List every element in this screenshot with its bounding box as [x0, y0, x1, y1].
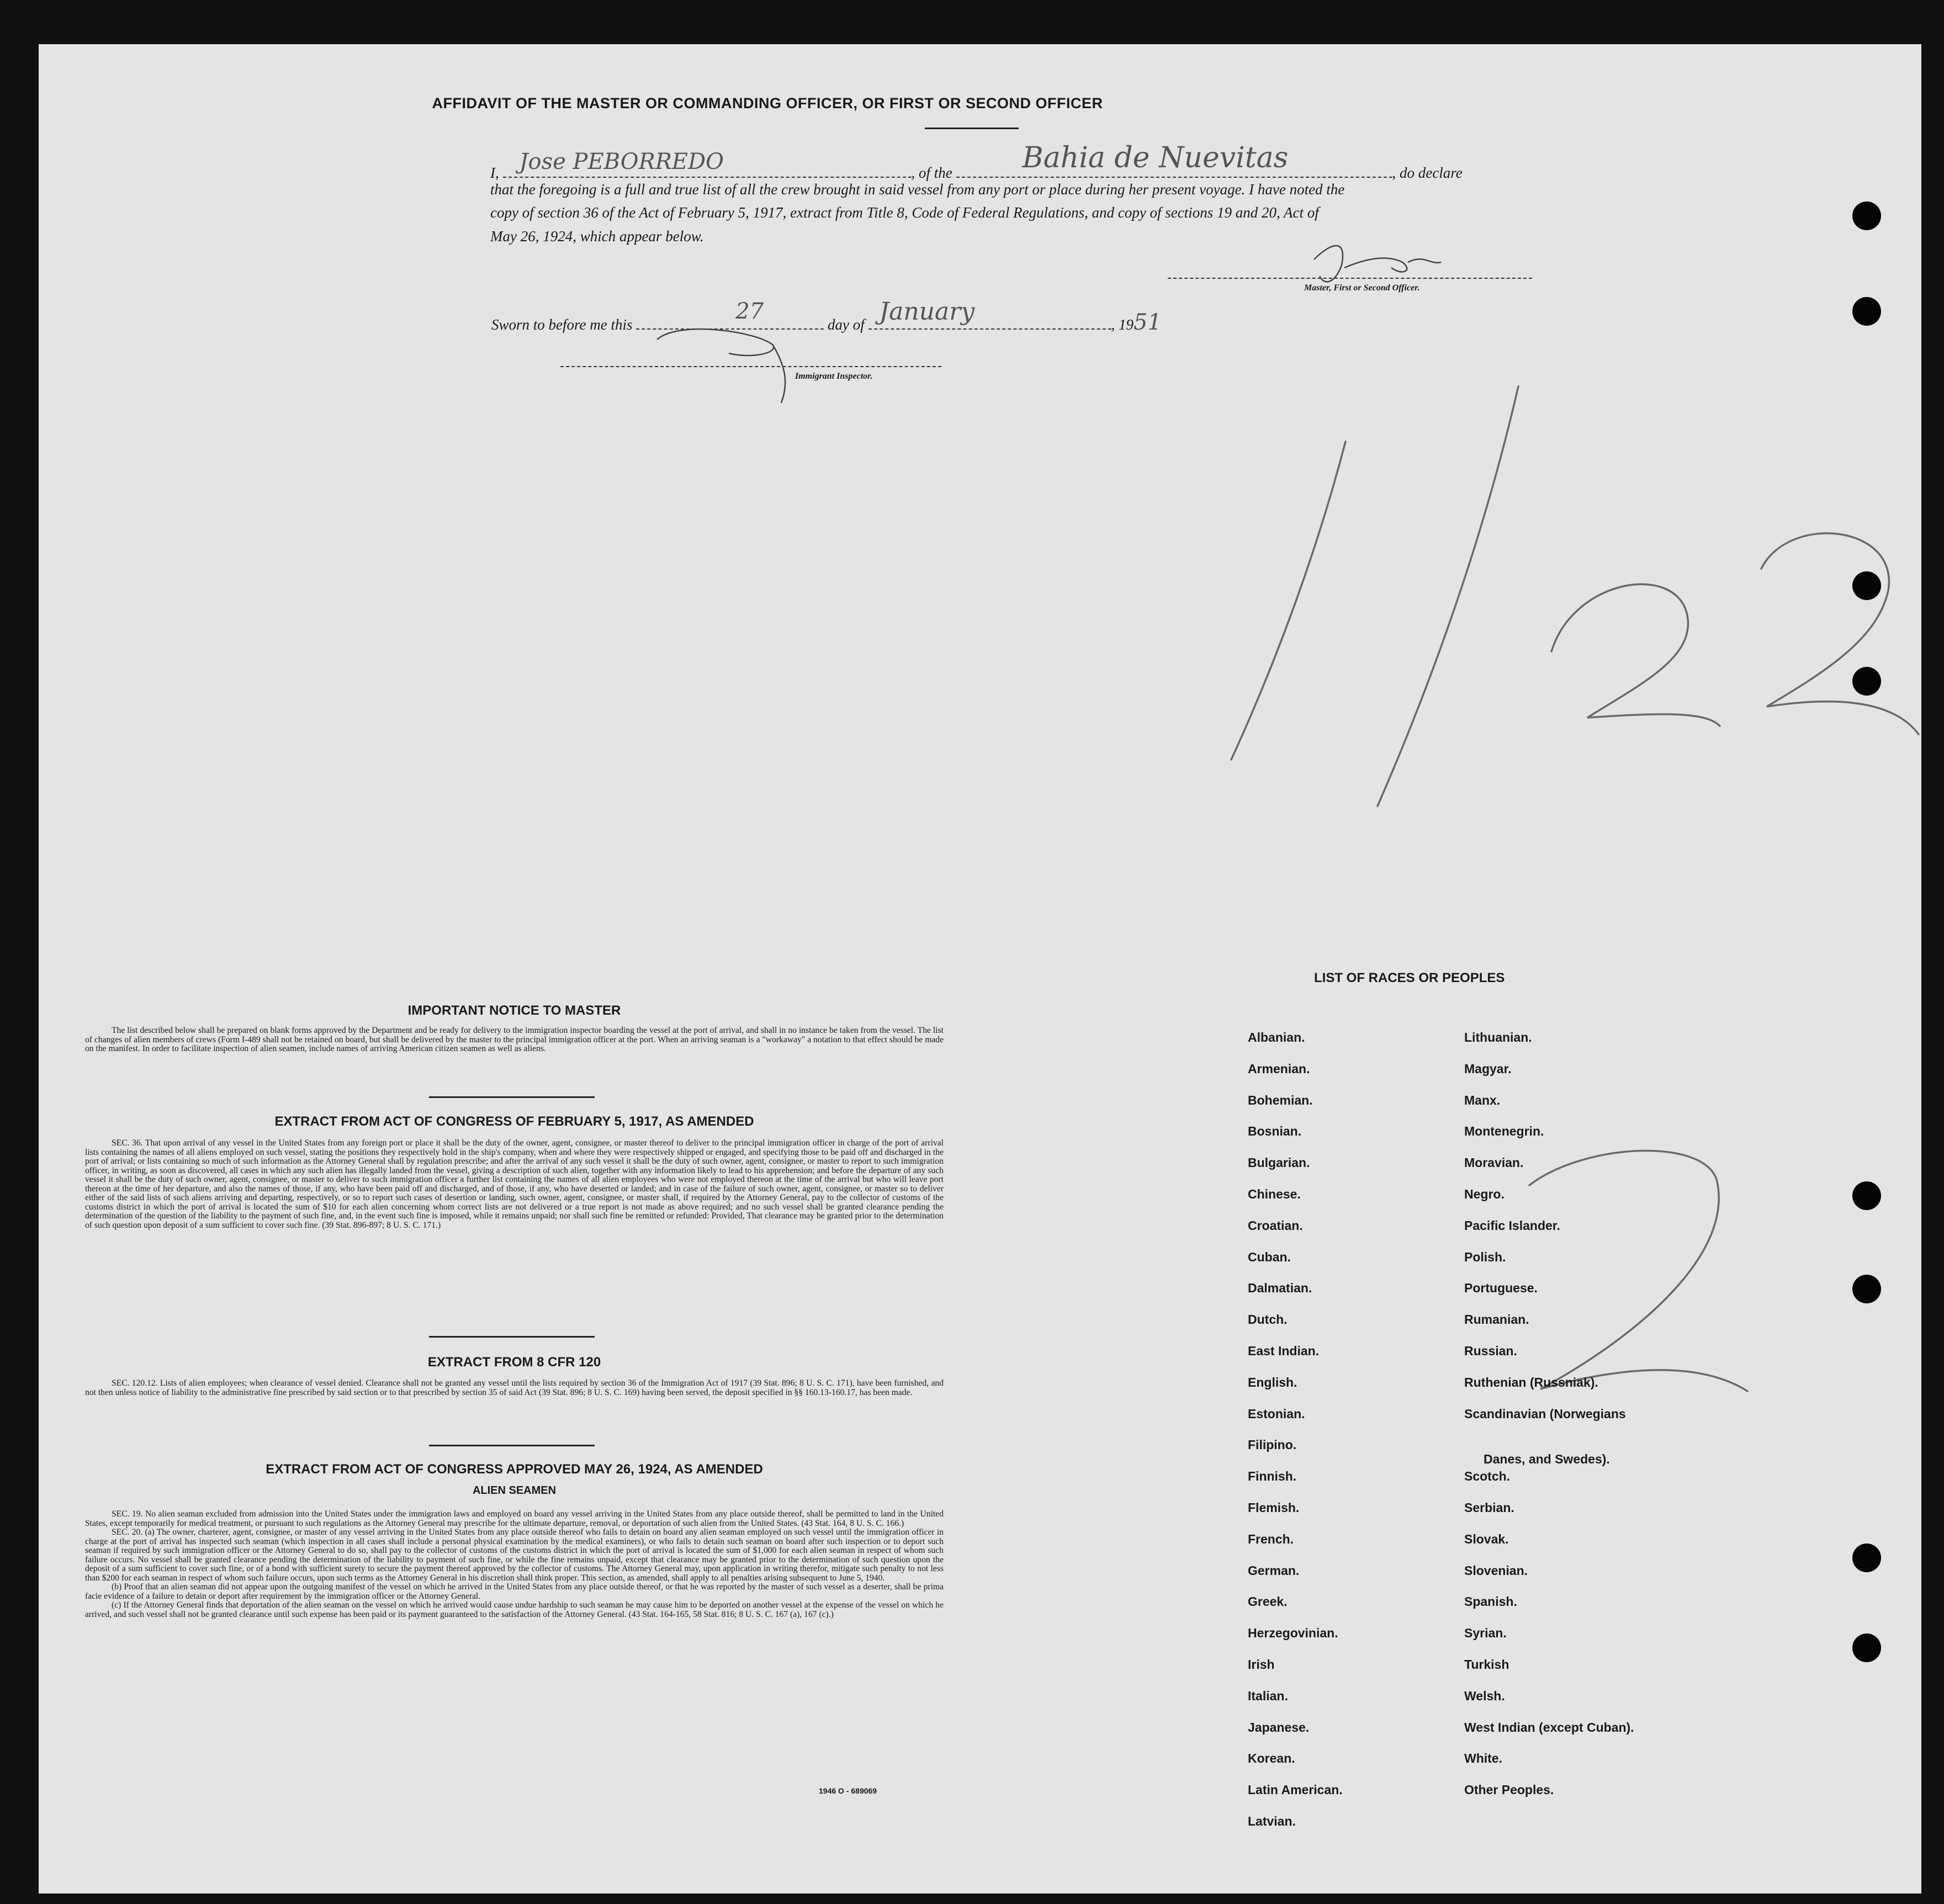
race-item-left: Albanian.	[1248, 1030, 1305, 1044]
race-item-right: Welsh.	[1464, 1688, 1505, 1703]
notice-paragraph: The list described below shall be prepared on blank forms approved by the Department and be ready for delivery to the immigration inspector boarding the vessel at the port of arrival, and shall in no instance be taken from the vessel. The list of changes of alien members of crews (Form I-489 shall not be retained on board, but shall be delivered by the master to the principal immigration officer at the port. When an arriving seaman is a "workaway" a notation to that effect should be made on the manifest. In order to facilitate inspection of alien seamen, include names of arriving American citizen seamen as well as aliens.	[85, 1026, 944, 1053]
master-label: Master, First or Second Officer.	[1304, 283, 1420, 293]
vessel-name-handwritten: Bahia de Nuevitas	[1022, 141, 1289, 174]
binder-hole	[1852, 1544, 1881, 1572]
race-item-left: Japanese.	[1248, 1720, 1310, 1735]
race-item-left: Croatian.	[1248, 1218, 1303, 1233]
pencil-stroke-slash	[1378, 386, 1518, 806]
race-item-right: Slovak.	[1464, 1531, 1509, 1546]
race-item-left: English.	[1248, 1375, 1297, 1389]
binder-hole	[1852, 1633, 1881, 1662]
race-item-right: Moravian.	[1464, 1155, 1524, 1170]
master-name-handwritten: Jose PEBORREDO	[519, 149, 724, 174]
pencil-stroke-two-b	[1761, 533, 1919, 734]
race-item-left: Herzegovinian.	[1248, 1626, 1338, 1641]
race-item-left: Armenian.	[1248, 1061, 1310, 1076]
race-item-left: Chinese.	[1248, 1187, 1301, 1201]
do-declare-label: , do declare	[1392, 165, 1463, 181]
master-signature-scribble	[1314, 246, 1441, 282]
race-item-left: French.	[1248, 1531, 1294, 1546]
race-item-left: German.	[1248, 1563, 1300, 1578]
i-prefix: I,	[490, 165, 499, 181]
race-item-left: Flemish.	[1248, 1500, 1300, 1515]
document-page	[39, 44, 1921, 1894]
extract-1924-title: EXTRACT FROM ACT OF CONGRESS APPROVED MAY 26, 1924, AS AMENDED	[266, 1462, 763, 1477]
race-item-left: Dutch.	[1248, 1312, 1288, 1327]
sec-20b-paragraph: (b) Proof that an alien seaman did not appear upon the outgoing manifest of the vessel on which he arrived in the United States from any place outside thereof, or that he was reported by the master of such vessel as a deserter, shall be prima facie evidence of a failure to detain or deport after requirement by the immigration officer or the Attorney General.	[85, 1582, 944, 1601]
large-number-text	[1234, 475, 1244, 481]
race-item-right: Scandinavian (Norwegians	[1464, 1406, 1626, 1421]
year-prefix: , 19	[1111, 316, 1133, 333]
race-item-right: Ruthenian (Russniak).	[1464, 1375, 1598, 1389]
small-number-text	[1529, 1176, 1532, 1182]
month-handwritten: January	[879, 298, 975, 326]
race-item-right: Montenegrin.	[1464, 1124, 1544, 1139]
binder-hole	[1852, 297, 1881, 326]
sec-20c-paragraph: (c) If the Attorney General finds that deportation of the alien seaman on the vessel on which he arrived would cause undue hardship to such seaman he may cause him to be deported on another vessel at the expense of the vessel on which he arrived, and such vessel shall not be granted clearance until such expense has been paid or its payment guaranteed to the satisfaction of the Attorney General. (43 Stat. 164-165, 58 Stat. 816; 8 U. S. C. 167 (a), 167 (c).)	[85, 1600, 944, 1619]
extract-1917-paragraph: SEC. 36. That upon arrival of any vessel in the United States from any foreign port or place it shall be the duty of the owner, agent, consignee, or master thereof to deliver to the principal immigration officer in charge of the port of arrival lists containing the names of all aliens employed on such vessel, stating the positions they respectively hold in the ship's company, when and where they were respectively shipped or engaged, and specifying those to be paid off and discharged in the port of arrival; or lists containing so much of such information as the Attorney General shall by regulation prescribe; and after the arrival of any such vessel it shall be the duty of such owner, agent, consignee, or master to report to such immigration officer, in writing, as soon as discovered, all cases in which any such alien has illegally landed from the vessel, giving a description of such alien, together with any information likely to lead to his apprehension; and before the departure of any such vessel it shall be the duty of such owner, agent, consignee, or master to deliver to such immigration officer a further list containing the names of all alien employees who were not employed thereon at the time of the arrival but who will leave port thereon at the time of her departure, and also the names of those, if any, who have been paid off and discharged, and of those, if any, who have deserted or landed; and in case of the failure of such owner, agent, consignee, or master so to deliver either of the said lists of such aliens arriving and departing, respectively, or so to report such cases of desertion or landing, such owner, agent, consignee, or master shall, if required by the Attorney General, pay to the collector of customs of the customs district in which the port of arrival is located the sum of $10 for each alien concerning whom correct lists are not delivered or a true report is not made as above required; and no such vessel shall be granted clearance pending the determination of the question of the liability to the payment of such fine, and, in the event such fine is imposed, while it remains unpaid; nor shall such fine be remitted or refunded: Provided, That clearance may be granted prior to the determination of such question upon deposit of a sum sufficient to cover such fine. (39 Stat. 896-897; 8 U. S. C. 171.)	[85, 1138, 944, 1230]
extract-1917-title: EXTRACT FROM ACT OF CONGRESS OF FEBRUARY 5, 1917, AS AMENDED	[274, 1114, 754, 1129]
binder-hole	[1852, 1275, 1881, 1303]
binder-hole	[1852, 571, 1881, 600]
race-item-right: Slovenian.	[1464, 1563, 1528, 1578]
extract-cfr-title: EXTRACT FROM 8 CFR 120	[427, 1355, 601, 1370]
binder-hole	[1852, 667, 1881, 696]
race-item-right: Scotch.	[1464, 1469, 1511, 1484]
pencil-stroke-two-a	[1551, 584, 1720, 726]
race-item-right: Negro.	[1464, 1187, 1505, 1201]
race-item-right: Manx.	[1464, 1092, 1501, 1107]
affidavit-line-4: May 26, 1924, which appear below.	[490, 228, 704, 245]
race-item-right: Danes, and Swedes).	[1484, 1452, 1610, 1467]
notice-title: IMPORTANT NOTICE TO MASTER	[407, 1003, 621, 1018]
binder-hole	[1852, 201, 1881, 230]
sworn-prefix: Sworn to before me this	[491, 316, 633, 333]
affidavit-title: AFFIDAVIT OF THE MASTER OR COMMANDING OFFICER, OR FIRST OR SECOND OFFICER	[432, 95, 1103, 112]
race-item-left: Bulgarian.	[1248, 1155, 1310, 1170]
binder-hole	[1852, 1181, 1881, 1210]
race-item-left: Estonian.	[1248, 1406, 1305, 1421]
pencil-marks	[39, 44, 1921, 1894]
race-item-right: Turkish	[1464, 1657, 1509, 1672]
sec-19-paragraph: SEC. 19. No alien seaman excluded from admission into the United States under the immigration laws and employed on board any vessel arriving in the United States from any place outside thereof, shall be permitted to land in the United States, except temporarily for medical treatment, or pursuant to such regulations as the Attorney General may prescribe for the ultimate departure, removal, or deportation of such alien from the United States. (43 Stat. 164, 8 U. S. C. 166.)	[85, 1509, 944, 1528]
race-item-left: Dalmatian.	[1248, 1281, 1312, 1296]
race-item-right: Pacific Islander.	[1464, 1218, 1560, 1233]
race-item-right: Portuguese.	[1464, 1281, 1538, 1296]
race-item-left: Finnish.	[1248, 1469, 1297, 1484]
race-item-left: Filipino.	[1248, 1438, 1297, 1452]
alien-seamen-subtitle: ALIEN SEAMEN	[472, 1484, 557, 1497]
pencil-stroke-two-c	[1529, 1150, 1747, 1391]
race-item-right: Magyar.	[1464, 1061, 1512, 1076]
race-item-left: Latin American.	[1248, 1783, 1343, 1797]
day-of-label: day of	[828, 316, 865, 333]
race-item-left: Cuban.	[1248, 1249, 1291, 1264]
day-handwritten: 27	[735, 299, 764, 324]
race-item-right: White.	[1464, 1751, 1502, 1766]
race-item-right: Spanish.	[1464, 1594, 1517, 1609]
race-item-right: Polish.	[1464, 1249, 1506, 1264]
of-the-label: , of the	[911, 165, 952, 181]
race-item-right: Other Peoples.	[1464, 1783, 1554, 1797]
race-item-left: Korean.	[1248, 1751, 1295, 1766]
print-code: 1946 O - 689069	[819, 1786, 877, 1795]
race-item-right: Lithuanian.	[1464, 1030, 1532, 1044]
race-item-left: Italian.	[1248, 1688, 1288, 1703]
races-title: LIST OF RACES OR PEOPLES	[1314, 970, 1505, 985]
race-item-left: Greek.	[1248, 1594, 1288, 1609]
race-item-right: Syrian.	[1464, 1626, 1507, 1641]
affidavit-line-2: that the foregoing is a full and true list of all the crew brought in said vessel from any port or place during her present voyage. I have noted the	[490, 181, 1345, 198]
race-item-left: Irish	[1248, 1657, 1275, 1672]
race-item-right: West Indian (except Cuban).	[1464, 1720, 1634, 1735]
race-item-left: East Indian.	[1248, 1344, 1320, 1358]
race-item-right: Russian.	[1464, 1344, 1517, 1358]
race-item-right: Serbian.	[1464, 1500, 1514, 1515]
extract-cfr-paragraph: SEC. 120.12. Lists of alien employees; when clearance of vessel denied. Clearance shall not be granted any vessel until the lists required by section 36 of the Immigration Act of 1917 (39 Stat. 896; 8 U. S. C. 171), have been furnished, and not then unless notice of liability to the administrative fine prescribed by said section or to that prescribed by section 35 of said Act (39 Stat. 896; 8 U. S. C. 169) having been served, the deposit specified in §§ 160.13-160.17, has been made.	[85, 1378, 944, 1397]
race-item-left: Latvian.	[1248, 1814, 1296, 1828]
race-item-right: Rumanian.	[1464, 1312, 1529, 1327]
year-handwritten: 51	[1133, 310, 1162, 335]
inspector-signature-scribble	[657, 329, 785, 403]
inspector-label: Immigrant Inspector.	[795, 372, 873, 381]
affidavit-line-3: copy of section 36 of the Act of February 5, 1917, extract from Title 8, Code of Federal Regulations, and copy of sections 19 and 20, Act of	[490, 204, 1319, 221]
sec-20a-paragraph: SEC. 20. (a) The owner, charterer, agent, consignee, or master of any vessel arriving in the United States from any place outside thereof who fails to detain on board any alien seaman employed on such vessel until the immigration officer in charge at the port of arrival has inspected such seaman (which inspection in all cases shall include a personal physical examination by the medical examiners), or who fails to detain such seaman on board after such inspection or to deport such seaman if required by such immigration officer or the Attorney General to do so, shall pay to the collector of customs of the customs district in which the port of arrival is located the sum of $1,000 for each alien seaman in respect of whom such failure occurs. No vessel shall be granted clearance pending the determination of the liability to payment of such fine, or while the fine remains unpaid, except that clearance may be granted prior to the determination of such question upon the deposit of a sum sufficient to cover such fine, or of a bond with sufficient surety to secure the payment thereof approved by the collector of customs. The Attorney General may, upon application in writing therefor, mitigate such penalty to not less than $200 for each seaman in respect of whom such failure occurs, upon such terms as the Attorney General in his discretion shall think proper. This section, as amended, shall apply to all penalties arising subsequent to June 5, 1940.	[85, 1528, 944, 1583]
race-item-left: Bosnian.	[1248, 1124, 1302, 1139]
pencil-stroke-one	[1231, 442, 1346, 760]
race-item-left: Bohemian.	[1248, 1092, 1313, 1107]
